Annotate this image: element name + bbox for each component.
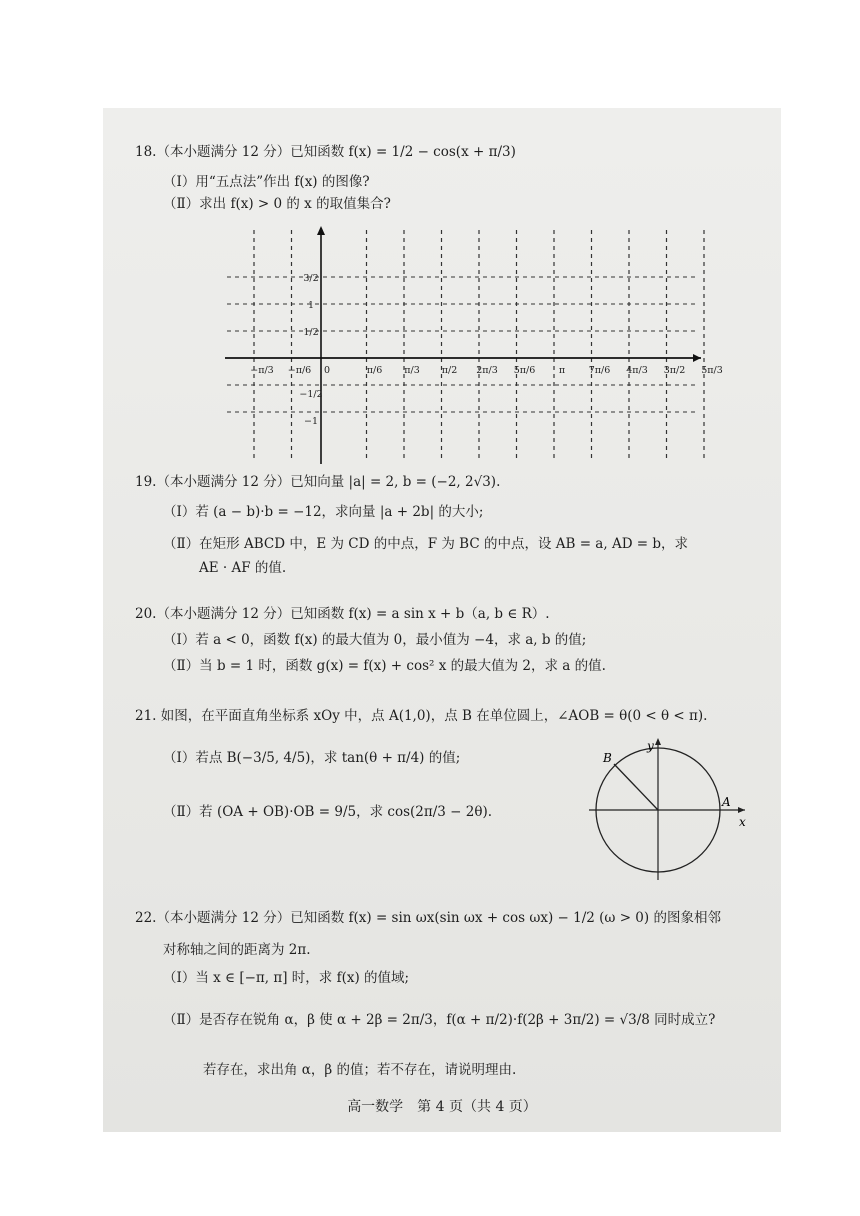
unit-circle-figure	[581, 734, 751, 884]
y-tick-label: 1/2	[303, 327, 319, 338]
y-axis-arrow	[317, 226, 325, 235]
y-tick-label: 1	[307, 300, 315, 311]
x-tick-label: −π/3	[250, 365, 274, 376]
x-tick-label: 5π/3	[701, 365, 723, 376]
x-axis-arrow	[693, 354, 701, 362]
q19-part2-cont: AE · AF 的值.	[199, 560, 287, 576]
y-tick-label: −1/2	[299, 389, 323, 400]
q20-part2: （Ⅱ）当 b = 1 时，函数 g(x) = f(x) + cos² x 的最大值为 2，求 a 的值.	[163, 658, 606, 674]
q18-part1: （Ⅰ）用“五点法”作出 f(x) 的图像?	[163, 174, 370, 190]
y-axis-arrow	[655, 738, 661, 745]
q22-title-cont: 对称轴之间的距离为 2π.	[163, 942, 311, 958]
label-a: A	[722, 795, 731, 809]
q21-title: 21. 如图，在平面直角坐标系 xOy 中，点 A(1,0)，点 B 在单位圆上，∠AOB = θ(0 < θ < π).	[135, 708, 708, 724]
q22-title: 22.（本小题满分 12 分）已知函数 f(x) = sin ωx(sin ωx + cos ωx) − 1/2 (ω > 0) 的图象相邻	[135, 910, 721, 926]
q18-part2: （Ⅱ）求出 f(x) > 0 的 x 的取值集合?	[163, 196, 391, 212]
x-tick-label: π/6	[366, 365, 383, 376]
x-tick-label: π/2	[441, 365, 458, 376]
y-tick-label: −1	[303, 416, 319, 427]
x-tick-label: 4π/3	[626, 365, 648, 376]
q22-part2: （Ⅱ）是否存在锐角 α，β 使 α + 2β = 2π/3，f(α + π/2)·f(2β + 3π/2) = √3/8 同时成立?	[163, 1012, 716, 1028]
x-tick-label: π	[558, 365, 566, 376]
x-tick-label: 7π/6	[588, 365, 611, 376]
q21-part2: （Ⅱ）若 (OA + OB)·OB = 9/5，求 cos(2π/3 − 2θ).	[163, 804, 493, 820]
q20-part1: （Ⅰ）若 a < 0，函数 f(x) 的最大值为 0，最小值为 −4，求 a, b 的值;	[163, 632, 587, 648]
segment-ob	[614, 764, 658, 810]
label-x: x	[739, 815, 746, 829]
q19-part1: （Ⅰ）若 (a − b)·b = −12，求向量 |a + 2b| 的大小;	[163, 504, 484, 520]
label-y: y	[647, 739, 654, 753]
x-tick-label: 3π/2	[663, 365, 686, 376]
q21-part1: （Ⅰ）若点 B(−3/5, 4/5)，求 tan(θ + π/4) 的值;	[163, 750, 461, 766]
x-tick-label: −π/6	[287, 365, 312, 376]
q18-title: 18.（本小题满分 12 分）已知函数 f(x) = 1/2 − cos(x + π/3)	[135, 144, 516, 160]
page-footer: 高一数学 第 4 页（共 4 页）	[347, 1099, 537, 1115]
q20-title: 20.（本小题满分 12 分）已知函数 f(x) = a sin x + b（a, b ∈ R）.	[135, 606, 550, 622]
x-axis-arrow	[738, 807, 745, 813]
q22-part2-cont: 若存在，求出角 α，β 的值；若不存在，请说明理由.	[203, 1062, 517, 1078]
x-tick-label: 2π/3	[476, 365, 498, 376]
x-tick-label: 5π/6	[513, 365, 536, 376]
y-tick-label: 3/2	[303, 273, 319, 284]
five-point-grid	[223, 226, 723, 466]
exam-page	[103, 108, 781, 1132]
label-b: B	[603, 751, 612, 765]
q22-part1: （Ⅰ）当 x ∈ [−π, π] 时，求 f(x) 的值域;	[163, 970, 410, 986]
x-tick-label: 0	[323, 365, 331, 376]
q19-part2: （Ⅱ）在矩形 ABCD 中，E 为 CD 的中点，F 为 BC 的中点，设 AB = a, AD = b，求	[163, 536, 689, 552]
q19-title: 19.（本小题满分 12 分）已知向量 |a| = 2, b = (−2, 2√3).	[135, 474, 501, 490]
x-tick-label: π/3	[404, 365, 420, 376]
